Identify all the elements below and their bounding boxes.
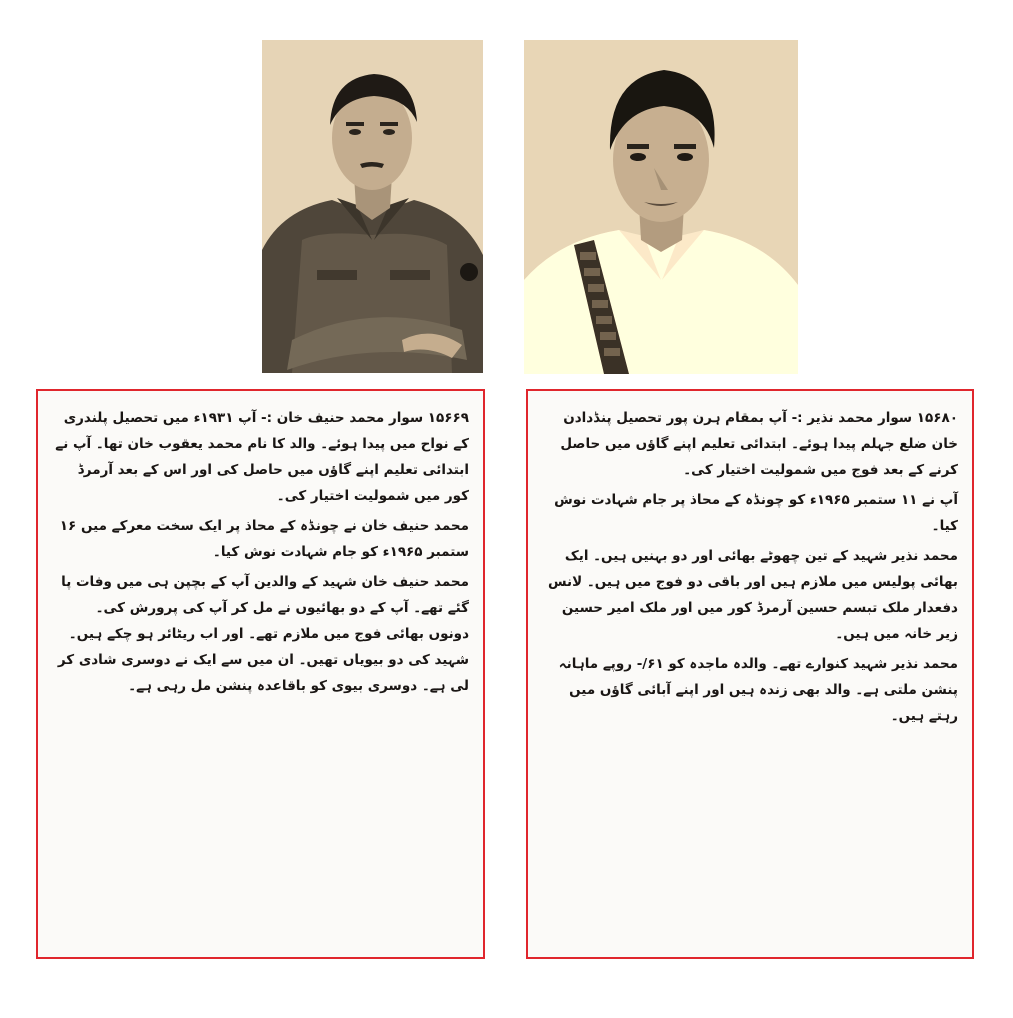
biography-paragraph: محمد نذیر شہید کے تین چھوٹے بھائی اور دو بہنیں ہیں۔ ایک بھائی پولیس میں ملازم ہیں اور باقی دو فوج میں ہیں۔ لانس دفعدار ملک تبسم حسین آرمرڈ کور میں اور ملک امیر حسین زیر خانہ میں ہیں۔	[547, 548, 958, 642]
biography-panel-left	[36, 389, 485, 959]
biography-paragraph: محمد نذیر شہید کنوارے تھے۔ والدہ ماجدہ کو ۶۱/- روپے ماہانہ پنشن ملتی ہے۔ والد بھی زندہ ہیں اور اپنے آبائی گاؤں میں رہتے ہیں۔	[558, 656, 958, 724]
biography-panel-right	[526, 389, 974, 959]
portrait-photo-left	[262, 40, 483, 373]
soldier-portrait-uniform-image	[262, 40, 483, 373]
biography-paragraph: آپ نے ۱۱ ستمبر ۱۹۶۵ء کو چونڈہ کے محاذ پر جام شہادت نوش کیا۔	[554, 492, 958, 534]
biography-paragraph: ۱۵۶۸۰ سوار محمد نذیر :- آپ بمقام ہرن پور تحصیل پنڈدادن خان ضلع جہلم پیدا ہوئے۔ ابتدائی تعلیم اپنے گاؤں میں حاصل کرنے کے بعد فوج میں شمولیت اختیار کی۔	[560, 410, 958, 478]
biography-paragraph: ۱۵۶۶۹ سوار محمد حنیف خان :- آپ ۱۹۳۱ء میں تحصیل پلندری کے نواح میں پیدا ہوئے۔ والد کا نام محمد یعقوب خان تھا۔ آپ نے ابتدائی تعلیم اپنے گاؤں میں حاصل کی اور اس کے بعد آرمرڈ کور میں شمولیت اختیار کی۔	[55, 410, 469, 504]
biography-paragraph: محمد حنیف خان شہید کے والدین آپ کے بچپن ہی میں وفات پا گئے تھے۔ آپ کے دو بھائیوں نے مل کر آپ کی پرورش کی۔ دونوں بھائی فوج میں ملازم تھے۔ اور اب ریٹائر ہو چکے ہیں۔ شہید کی دو بیویاں تھیں۔ ان میں سے ایک نے دوسری شادی کر لی ہے۔ دوسری بیوی کو باقاعدہ پنشن مل رہی ہے۔	[57, 574, 469, 694]
portrait-photo-right	[524, 40, 798, 374]
soldier-portrait-bandolier-image	[524, 40, 798, 374]
biography-text-left	[52, 405, 469, 699]
biography-paragraph: محمد حنیف خان نے چونڈہ کے محاذ پر ایک سخت معرکے میں ۱۶ ستمبر ۱۹۶۵ء کو جام شہادت نوش کیا۔	[59, 518, 469, 560]
biography-text-right	[542, 405, 958, 729]
